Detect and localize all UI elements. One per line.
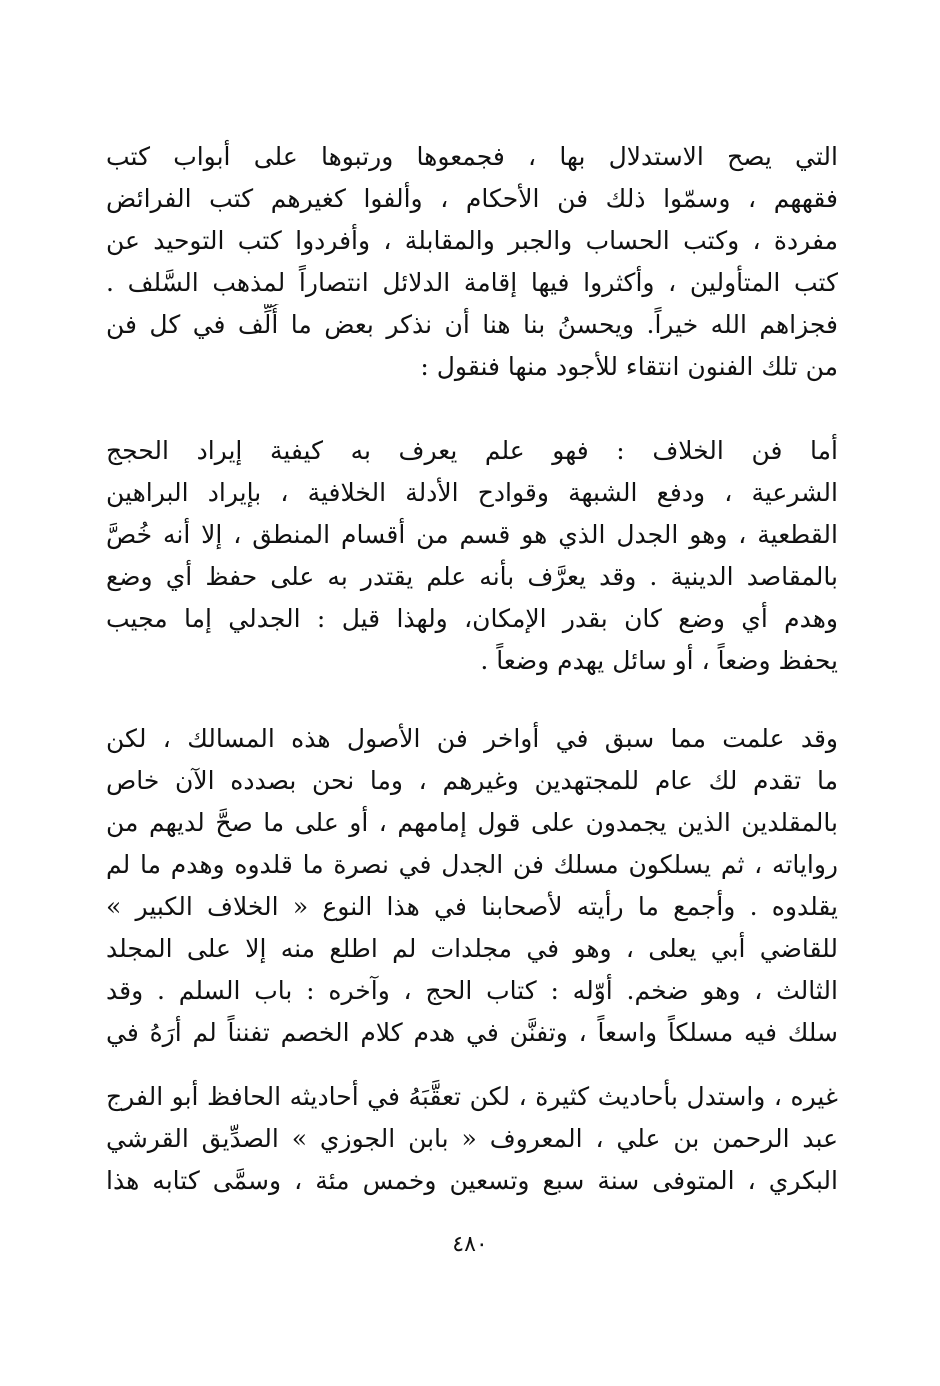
text-line: للقاضي أبي يعلى ، وهو في مجلدات لم اطلع منه إلا على المجلد (106, 934, 838, 963)
text-line: القطعية ، وهو الجدل الذي هو قسم من أقسام المنطق ، إلا أنه خُصَّ (106, 520, 838, 549)
text-line: من تلك الفنون انتقاء للأجود منها فنقول : (420, 352, 838, 381)
text-line: سلك فيه مسلكاً واسعاً ، وتفنَّن في هدم كلام الخصم تفنناً لم أرَهُ في (106, 1018, 838, 1047)
text-line: وقد علمت مما سبق في أواخر فن الأصول هذه المسالك ، لكن (106, 724, 838, 753)
text-line: يحفظ وضعاً ، أو سائل يهدم وضعاً . (480, 646, 838, 675)
text-line: الثالث ، وهو ضخم. أوّله : كتاب الحج ، وآخره : باب السلم . وقد (106, 976, 838, 1005)
text-line: عبد الرحمن بن علي ، المعروف « بابن الجوزي » الصدِّيق القرشي (106, 1124, 838, 1153)
text-line: فجزاهم الله خيراً. ويحسنُ بنا هنا أن نذكر بعض ما أُلِّف في كل فن (106, 310, 838, 339)
text-line: غيره ، واستدل بأحاديث كثيرة ، لكن تعقَّبَهُ في أحاديثه الحافظ أبو الفرج (106, 1082, 838, 1111)
text-line: بالمقاصد الدينية . وقد يعرَّف بأنه علم يقتدر به على حفظ أي وضع (106, 562, 838, 591)
text-line: البكري ، المتوفى سنة سبع وتسعين وخمس مئة ، وسمَّى كتابه هذا (106, 1166, 838, 1195)
paragraph-2 (106, 430, 838, 682)
page-number: ٤٨٠ (452, 1232, 488, 1257)
text-line: رواياته ، ثم يسلكون مسلك فن الجدل في نصرة ما قلدوه وهدم ما لم (106, 850, 838, 879)
text-line: كتب المتأولين ، وأكثروا فيها إقامة الدلائل انتصاراً لمذهب السَّلف . (106, 268, 838, 297)
text-line: وهدم أي وضع كان بقدر الإمكان، ولهذا قيل : الجدلي إما مجيب (106, 604, 838, 633)
paragraph-3 (106, 718, 838, 1054)
text-line: يقلدوه . وأجمع ما رأيته لأصحابنا في هذا النوع « الخلاف الكبير » (106, 892, 838, 921)
text-line: مفردة ، وكتب الحساب والجبر والمقابلة ، وأفردوا كتب التوحيد عن (106, 226, 838, 255)
text-line: التي يصح الاستدلال بها ، فجمعوها ورتبوها على أبواب كتب (106, 142, 838, 171)
text-line: فقههم ، وسمّوا ذلك فن الأحكام ، وألفوا كغيرهم كتب الفرائض (106, 184, 838, 213)
text-line: بالمقلدين الذين يجمدون على قول إمامهم ، أو على ما صحَّ لديهم من (106, 808, 838, 837)
text-line: ما تقدم لك عام للمجتهدين وغيرهم ، وما نحن بصدده الآن خاص (106, 766, 838, 795)
text-line: أما فن الخلاف : فهو علم يعرف به كيفية إيراد الحجج (106, 436, 838, 465)
paragraph-1 (106, 136, 838, 388)
text-line: الشرعية ، ودفع الشبهة وقوادح الأدلة الخلافية ، بإيراد البراهين (106, 478, 838, 507)
paragraph-3-continued (106, 1076, 838, 1202)
